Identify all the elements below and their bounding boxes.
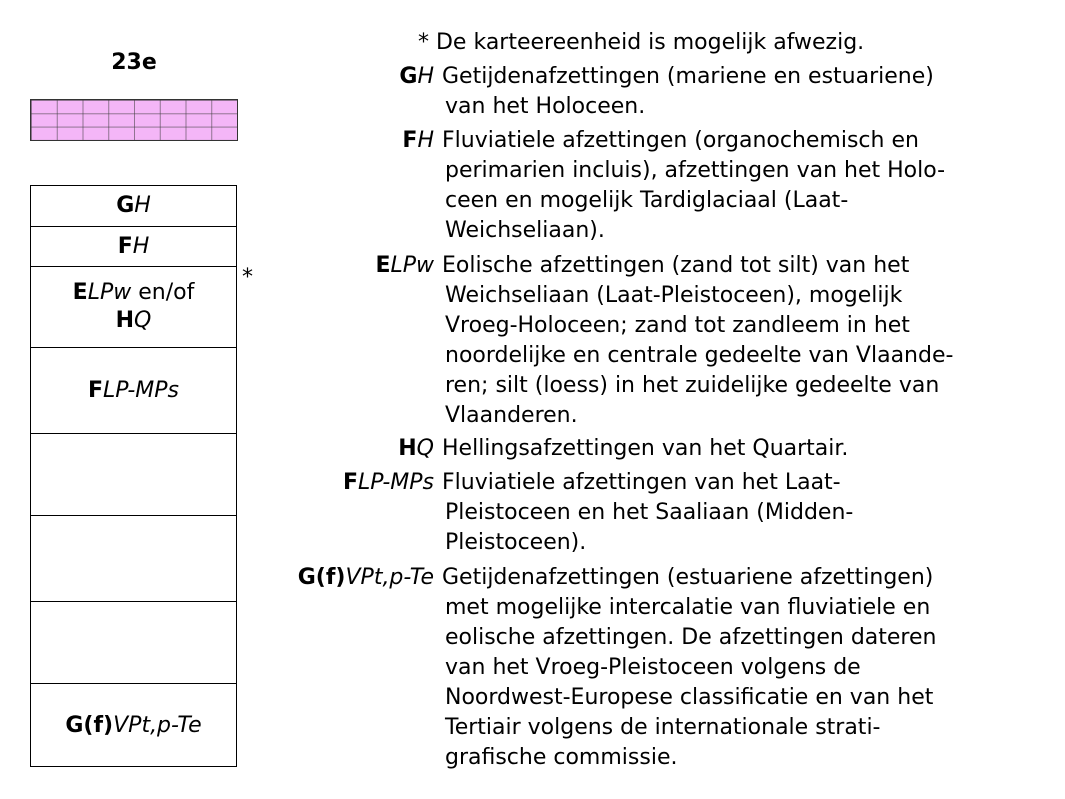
legend-description: Fluviatiele afzettingen van het Laat- Pleistoceen en het Saaliaan (Midden- Pleistoceen). — [442, 470, 854, 555]
legend-description: Getijdenafzettingen (mariene en estuariene) van het Holoceen. — [442, 64, 934, 119]
legend-term: G(f)VPt,p-Te — [297, 565, 434, 590]
column-cell-gh: GH — [31, 186, 236, 227]
column-cell-elpw-hq: ELPw en/of HQ — [31, 267, 236, 348]
legend-term: FH — [402, 128, 434, 153]
legend-term: ELPw — [375, 253, 434, 278]
legend-term: HQ — [398, 436, 434, 461]
legend-description: Hellingsafzettingen van het Quartair. — [442, 436, 849, 461]
legend-description: Getijdenafzettingen (estuariene afzettingen) met mogelijke intercalatie van fluviatiele en eolische afzettingen. De afzettingen dateren van het Vroeg-Pleistoceen volgens de Noordwest-Europese classificatie en van het Tertiair volgens de internationale strati- grafische commissie. — [442, 565, 937, 770]
column-cell-gf-vpt: G(f)VPt,p-Te — [65, 713, 202, 738]
absent-marker: * — [242, 265, 253, 290]
legend-term: FLP-MPs — [343, 470, 434, 495]
legend-term: GH — [399, 64, 434, 89]
legend-description: Eolische afzettingen (zand tot silt) van het Weichseliaan (Laat-Pleistoceen), mogelijk Vroeg-Holoceen; zand tot zandleem in het noordelijke en centrale gedeelte van Vlaande- ren; silt (loess) in het zuidelijke gedeelte van Vlaanderen. — [442, 253, 954, 428]
legend-description: Fluviatiele afzettingen (organochemisch en perimarien incluis), afzettingen van het Holo- ceen en mogelijk Tardiglaciaal (Laat- Weichseliaan). — [442, 128, 946, 243]
legend-note: * De karteereenheid is mogelijk afwezig. — [418, 30, 865, 55]
column-cell-fh: FH — [31, 227, 236, 267]
column-cell-flp-mps: FLP-MPs — [31, 348, 236, 434]
map-unit-code: 23e — [111, 50, 157, 75]
